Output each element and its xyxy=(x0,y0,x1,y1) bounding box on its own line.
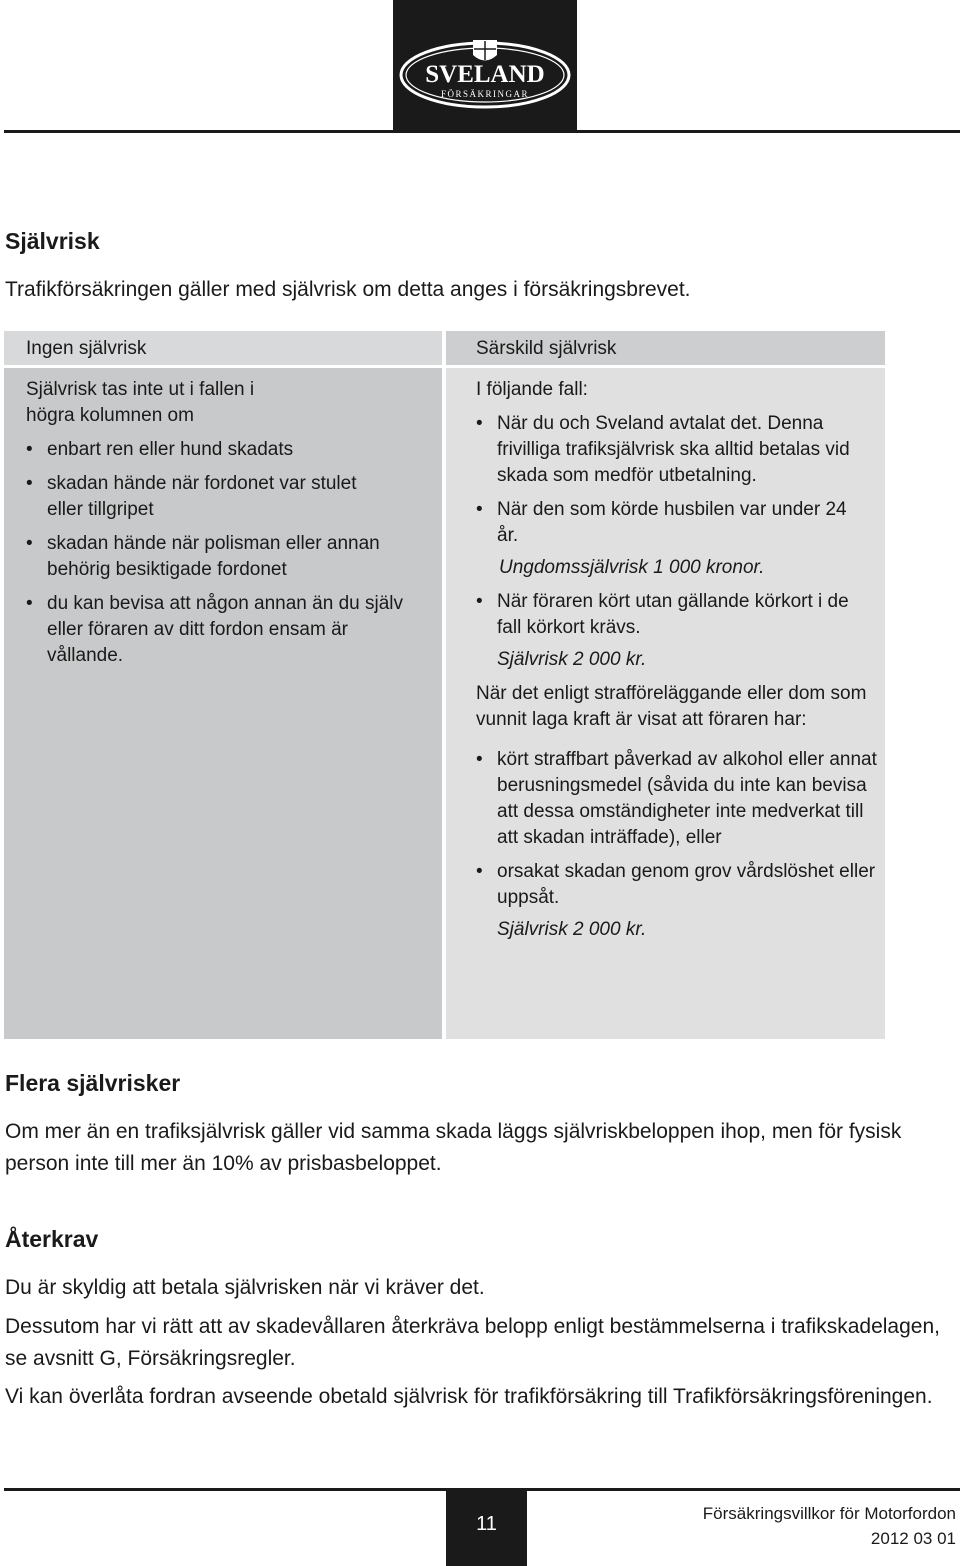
list-item: • kört straffbart påverkad av alkohol eller annat berusningsmedel (såvida du inte kan bevisa att dessa omständigheter inte medverkat till att skadan inträffade), eller xyxy=(476,747,877,851)
note-youth-deductible: Ungdomssjälvrisk 1 000 kronor. xyxy=(499,557,765,578)
right-column-body xyxy=(476,377,876,943)
list-item: • skadan hände när polisman eller annan behörig besiktigade fordonet xyxy=(26,531,426,583)
column-header xyxy=(446,331,885,368)
column-header xyxy=(4,331,442,368)
list-item: • du kan bevisa att någon annan än du själv eller föraren av ditt fordon ensam är vållande. xyxy=(26,591,407,669)
multiple-deductibles-text: Om mer än en trafiksjälvrisk gäller vid samma skada läggs självriskbeloppen ihop, men för fysisk person inte till mer än 10% av prisbasbeloppet. xyxy=(5,1120,902,1175)
right-bullets-1 xyxy=(476,411,876,549)
list-item: • skadan hände när fordonet var stulet eller tillgripet xyxy=(26,471,397,523)
footer-date: 2012 03 01 xyxy=(870,1529,956,1548)
right-lead: I följande fall: xyxy=(476,379,588,400)
top-rule xyxy=(4,130,960,133)
sveland-logo xyxy=(393,0,577,132)
recourse-text-3: Vi kan överlåta fordran avseende obetald självrisk för trafikförsäkring till Trafikförsäkringsföreningen. xyxy=(5,1385,933,1408)
logo xyxy=(393,0,577,132)
section-title-sjalvrisk: Självrisk xyxy=(5,228,100,254)
footer-doc-title: Försäkringsvillkor för Motorfordon xyxy=(702,1504,956,1523)
right-bullets-3 xyxy=(476,747,876,911)
column-heading-right: Särskild självrisk xyxy=(476,338,617,359)
left-bullets xyxy=(26,437,426,669)
list-item: • När du och Sveland avtalat det. Denna frivilliga trafiksjälvrisk ska alltid betalas vid skada som medför utbetalning. xyxy=(476,411,867,489)
column-special-deductible xyxy=(446,331,885,1039)
right-bullets-2 xyxy=(476,589,876,641)
section-title-aterkrav: Återkrav xyxy=(5,1226,99,1252)
section-title-flera: Flera självrisker xyxy=(5,1070,181,1096)
right-paragraph: När det enligt strafföreläggande eller dom som vunnit laga kraft är visat att föraren har: xyxy=(476,683,867,730)
page-number-box xyxy=(446,1491,527,1566)
list-item: • orsakat skadan genom grov vårdslöshet eller uppsåt. xyxy=(476,859,877,911)
list-item: • När föraren kört utan gällande körkort i de fall körkort krävs. xyxy=(476,589,867,641)
left-column-body xyxy=(26,377,426,677)
logo-sub: FÖRSÄKRINGAR xyxy=(440,89,530,99)
list-item: • När den som körde husbilen var under 24 år. xyxy=(476,497,867,549)
logo-name: SVELAND xyxy=(425,61,545,88)
column-heading-left: Ingen självrisk xyxy=(26,338,147,359)
deductible-table xyxy=(4,331,885,1039)
note-deductible-2000: Självrisk 2 000 kr. xyxy=(497,649,647,670)
recourse-text-2: Dessutom har vi rätt att av skadevållaren återkräva belopp enligt bestämmelserna i trafikskadelagen, se avsnitt G, Försäkringsregler. xyxy=(5,1315,940,1370)
left-lead: Självrisk tas inte ut i fallen i högra kolumnen om xyxy=(26,379,255,426)
column-no-deductible xyxy=(4,331,442,1039)
list-item: • enbart ren eller hund skadats xyxy=(26,437,426,463)
note-deductible-2000-b: Självrisk 2 000 kr. xyxy=(497,919,647,940)
footer-info xyxy=(703,1501,956,1551)
page-number: 11 xyxy=(476,1513,497,1535)
recourse-text-1: Du är skyldig att betala självrisken när vi kräver det. xyxy=(5,1276,485,1299)
intro-text: Trafikförsäkringen gäller med självrisk om detta anges i försäkringsbrevet. xyxy=(5,278,691,301)
